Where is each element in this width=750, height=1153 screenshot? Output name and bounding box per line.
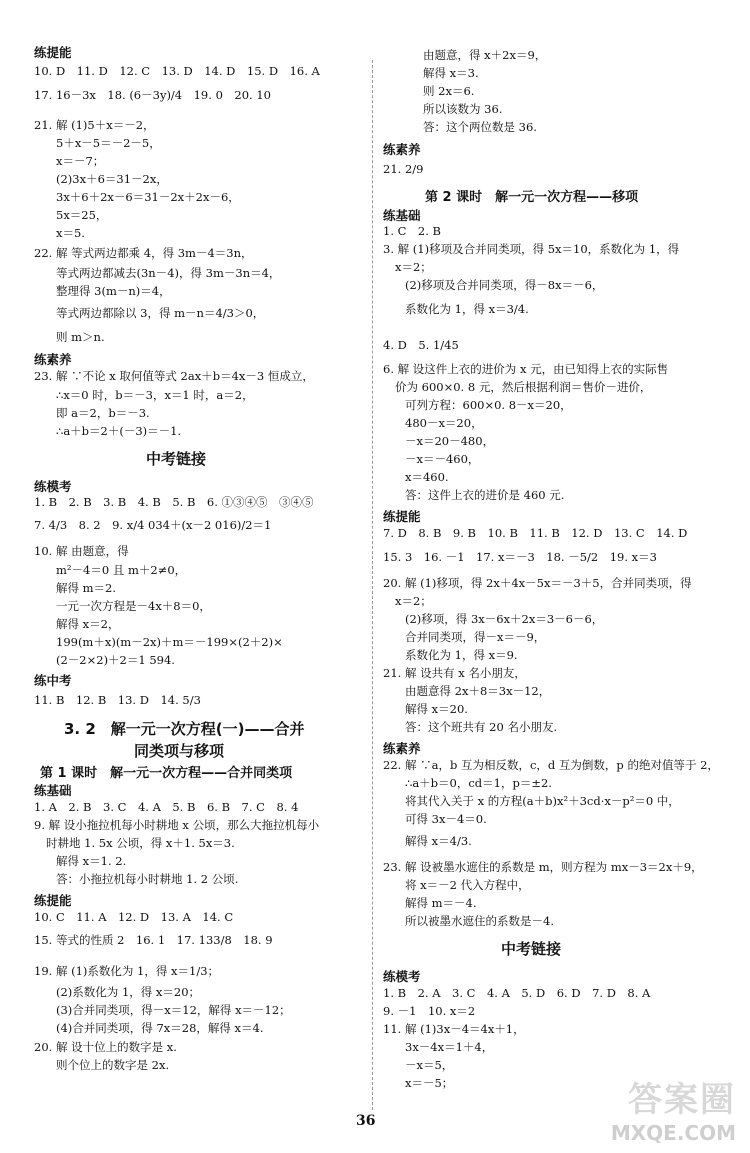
answer-line: x＝2；	[395, 260, 432, 274]
section-heading: 同类项与移项	[134, 742, 225, 760]
section-label: 练提能	[383, 509, 421, 524]
answer-line: 将 x＝－2 代入方程中，	[405, 878, 530, 892]
section-label: 练提能	[34, 45, 72, 60]
answer-line: 21. 2/9	[383, 162, 424, 176]
answer-line: (2)3x＋6＝31－2x，	[56, 172, 168, 186]
answer-line: 6. 解 设这件上衣的进价为 x 元，由已知得上衣的实际售	[383, 362, 669, 376]
section-heading: 中考链接	[146, 450, 207, 468]
answer-line: 解得 x＝1. 2.	[56, 854, 127, 868]
section-label: 练提能	[34, 893, 72, 908]
answer-line: 9. 解 设小拖拉机每小时耕地 x 公顷，那么大拖拉机每小	[34, 818, 320, 832]
answer-line: 10. C 11. A 12. D 13. A 14. C	[34, 910, 234, 924]
answer-line: 7. D 8. B 9. B 10. B 11. B 12. D 13. C 14. D	[383, 526, 688, 540]
answer-line: 22. 解 等式两边都乘 4，得 3m－4＝3n，	[34, 246, 253, 260]
answer-line: －x＝5，	[405, 1058, 454, 1072]
answer-line: ∴a＋b＝0，cd＝1，p＝±2.	[405, 776, 552, 790]
answer-line: 系数化为 1，得 x＝9.	[405, 648, 518, 662]
answer-line: 3x－4x＝1＋4，	[405, 1040, 494, 1054]
answer-line: 15. 等式的性质 2 16. 1 17. 133/8 18. 9	[34, 933, 273, 947]
answer-line: 可列方程：600×0. 8－x＝20，	[405, 398, 572, 412]
answer-line: 11. B 12. B 13. D 14. 5/3	[34, 693, 201, 707]
answer-line: 5＋x－5＝－2－5，	[56, 136, 161, 150]
answer-line: x＝460.	[405, 470, 449, 484]
section-label: 练素养	[383, 142, 421, 157]
answer-line: 1. A 2. B 3. C 4. A 5. B 6. B 7. C 8. 4	[34, 800, 299, 814]
section-label: 练中考	[34, 673, 72, 688]
answer-line: 1. C 2. B	[383, 224, 442, 238]
answer-line: 由题意，得 x＋2x＝9，	[423, 48, 547, 62]
answer-line: 时耕地 1. 5x 公顷，得 x＋1. 5x＝3.	[46, 836, 235, 850]
answer-line: 可得 3x－4＝0.	[405, 812, 487, 826]
answer-line: 答：小拖拉机每小时耕地 1. 2 公顷.	[56, 872, 239, 886]
answer-line: －x＝20－480，	[405, 434, 495, 448]
column-divider	[372, 60, 373, 1110]
answer-line: ∴x＝0 时，b＝－3，x＝1 时，a＝2，	[56, 388, 254, 402]
answer-line: 15. 3 16. －1 17. x＝－3 18. －5/2 19. x＝3	[383, 550, 657, 564]
answer-line: m²－4＝0 且 m＋2≠0，	[56, 563, 187, 577]
section-heading: 中考链接	[501, 940, 562, 958]
answer-line: 等式两边都减去(3n－4)，得 3m－3n＝4，	[56, 266, 281, 280]
answer-line: 1. B 2. B 3. B 4. B 5. B 6. ①③④⑤ ③④⑤	[34, 495, 314, 509]
answer-line: x＝－7；	[56, 154, 105, 168]
answer-line: 4. D 5. 1/45	[383, 338, 459, 352]
answer-line: 3. 解 (1)移项及合并同类项，得 5x＝10，系数化为 1，得	[383, 242, 680, 256]
section-heading: 3. 2 解一元一次方程(一)——合并	[64, 720, 305, 738]
answer-line: 答：这个班共有 20 名小朋友.	[405, 720, 558, 734]
answer-line: 10. 解 由题意，得	[34, 544, 129, 558]
answer-line: 22. 解 ∵a，b 互为相反数，c，d 互为倒数，p 的绝对值等于 2，	[383, 758, 719, 772]
answer-line: 199(m＋x)(m－2x)＋m＝－199×(2＋2)×	[56, 635, 283, 649]
section-heading: 第 1 课时 解一元一次方程——合并同类项	[40, 766, 293, 781]
answer-line: x＝5.	[56, 226, 85, 240]
answer-line: x＝2；	[395, 594, 432, 608]
answer-line: 解得 x＝2，	[56, 617, 120, 631]
answer-line: 将其代入关于 x 的方程(a＋b)x²＋3cd·x－p²＝0 中，	[405, 794, 680, 808]
answer-line: 由题意得 2x＋8＝3x－12，	[405, 684, 551, 698]
watermark-brand: 答案圈	[628, 1080, 736, 1120]
watermark-url: MXQE.COM	[610, 1121, 736, 1145]
answer-line: 20. 解 (1)移项，得 2x＋4x－5x＝－3＋5，合并同类项，得	[383, 576, 692, 590]
answer-line: 解得 x＝3.	[423, 66, 479, 80]
answer-line: 9. －1 10. x＝2	[383, 1004, 476, 1018]
answer-line: 则 m＞n.	[56, 330, 105, 344]
section-label: 练模考	[34, 479, 72, 494]
answer-line: x＝－5；	[405, 1076, 454, 1090]
watermark	[611, 1072, 736, 1145]
answer-line: 23. 解 设被墨水遮住的系数是 m，则方程为 mx－3＝2x＋9，	[383, 860, 703, 874]
answer-line: (2)移项及合并同类项，得－8x＝－6，	[405, 278, 604, 292]
answer-line: 解得 x＝4/3.	[405, 834, 472, 848]
answer-line: 答：这件上衣的进价是 460 元.	[405, 488, 565, 502]
answer-line: 23. 解 ∵不论 x 取何值等式 2ax＋b＝4x－3 恒成立，	[34, 369, 314, 383]
section-label: 练素养	[383, 741, 421, 756]
section-label: 练基础	[34, 783, 72, 798]
answer-line: 系数化为 1，得 x＝3/4.	[405, 302, 529, 316]
answer-line: 即 a＝2，b＝－3.	[56, 406, 150, 420]
answer-line: 5x＝25，	[56, 208, 108, 222]
answer-line: 解得 x＝20.	[405, 702, 468, 716]
answer-line: 所以被墨水遮住的系数是－4.	[405, 914, 554, 928]
answer-line: (2)系数化为 1，得 x＝20；	[56, 985, 201, 999]
answer-line: 答：这个两位数是 36.	[423, 120, 537, 134]
answer-line: (2－2×2)＋2＝1 594.	[56, 653, 175, 667]
section-heading: 第 2 课时 解一元一次方程——移项	[425, 190, 639, 205]
answer-line: 所以该数为 36.	[423, 102, 503, 116]
answer-line: 7. 4/3 8. 2 9. x/4 034＋(x－2 016)/2＝1	[34, 518, 272, 532]
section-label: 练基础	[383, 208, 421, 223]
answer-line: 则 2x＝6.	[423, 84, 475, 98]
answer-line: 合并同类项，得－x＝－9，	[405, 630, 546, 644]
answer-line: (3)合并同类项，得－x＝12，解得 x＝－12；	[56, 1003, 291, 1017]
answer-line: 11. 解 (1)3x－4＝4x＋1，	[383, 1022, 525, 1036]
answer-line: 21. 解 设共有 x 名小朋友，	[383, 666, 526, 680]
page-number: 36	[356, 1113, 376, 1129]
answer-line: 价为 600×0. 8 元，然后根据利润＝售价－进价，	[395, 380, 652, 394]
answer-line: 17. 16－3x 18. (6－3y)/4 19. 0 20. 10	[34, 88, 271, 102]
answer-line: ∴a＋b＝2＋(－3)＝－1.	[56, 424, 182, 438]
answer-line: (4)合并同类项，得 7x＝28，解得 x＝4.	[56, 1021, 264, 1035]
answer-line: 21. 解 (1)5＋x＝－2，	[34, 118, 155, 132]
answer-line: 3x＋6＋2x－6＝31－2x＋2x－6，	[56, 190, 240, 204]
answer-line: 1. B 2. A 3. C 4. A 5. D 6. D 7. D 8. A	[383, 986, 651, 1000]
answer-line: 解得 m＝2.	[56, 581, 117, 595]
answer-line: (2)移项，得 3x－6x＋2x＝3－6－6，	[405, 612, 604, 626]
answer-line: 20. 解 设十位上的数字是 x.	[34, 1040, 177, 1054]
answer-line: 480－x＝20，	[405, 416, 483, 430]
answer-line: 解得 m＝－4.	[405, 896, 477, 910]
answer-line: 则个位上的数字是 2x.	[56, 1058, 170, 1072]
answer-line: 10. D 11. D 12. C 13. D 14. D 15. D 16. A	[34, 64, 320, 78]
answer-line: 一元一次方程是－4x＋8＝0，	[56, 599, 211, 613]
section-label: 练模考	[383, 969, 421, 984]
answer-line: 等式两边都除以 3，得 m－n＝4/3＞0，	[56, 306, 265, 320]
answer-line: －x＝－460，	[405, 452, 480, 466]
answer-line: 19. 解 (1)系数化为 1，得 x＝1/3；	[34, 964, 220, 978]
answer-line: 整理得 3(m－n)＝4，	[56, 284, 171, 298]
section-label: 练素养	[34, 352, 72, 367]
